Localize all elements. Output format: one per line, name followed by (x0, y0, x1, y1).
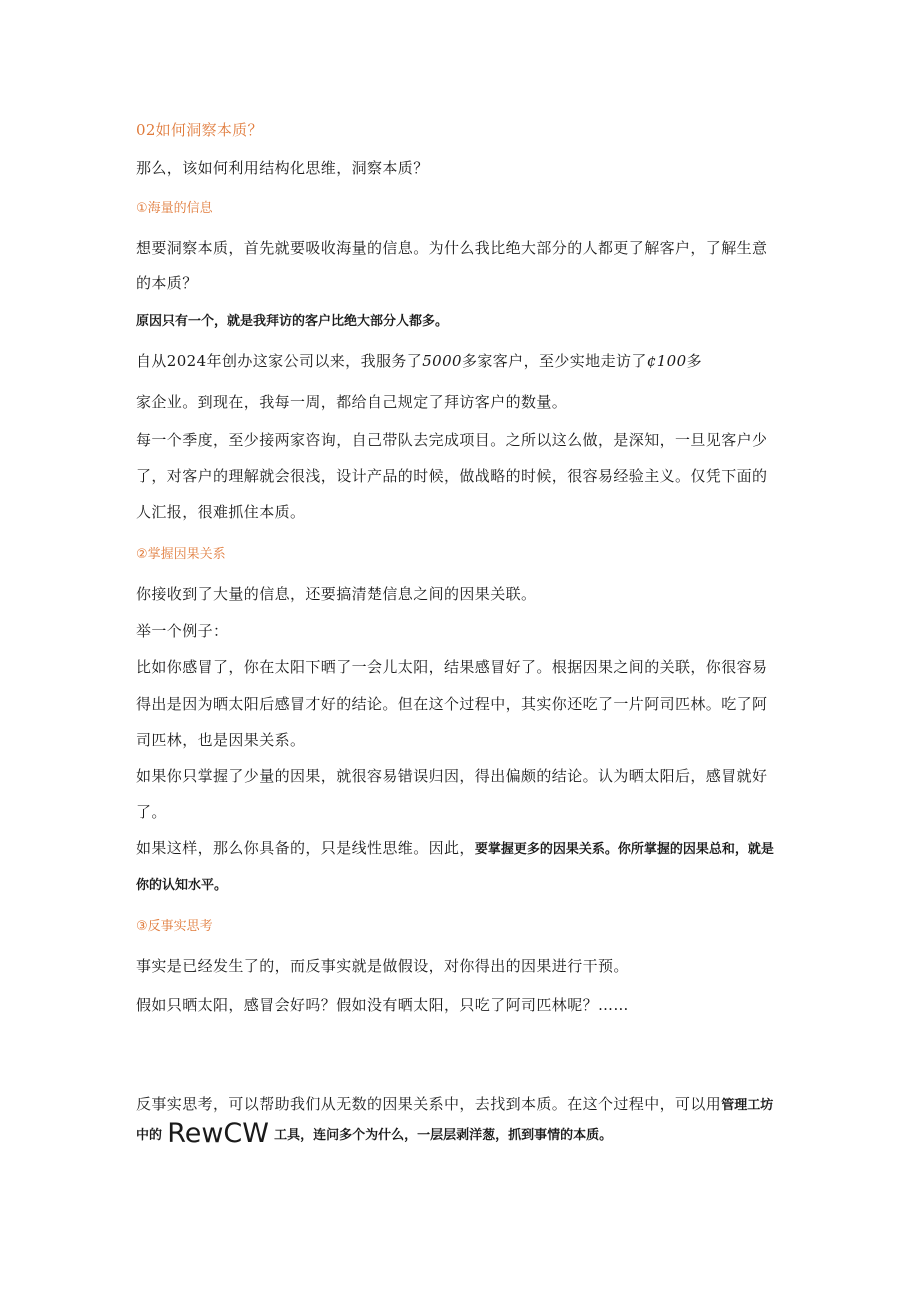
intro-question: 那么，该如何利用结构化思维，洞察本质？ (136, 159, 429, 177)
text-span: 如果这样，那么你具备的，只是线性思维。因此， (136, 839, 475, 857)
paragraph-line (136, 351, 702, 371)
paragraph-line (136, 1094, 773, 1116)
number-span: ¢100 (646, 352, 687, 370)
paragraph-line: 了，对客户的理解就会很浅，设计产品的时候，做战略的时候，很容易经验主义。仅凭下面的 (136, 467, 768, 485)
bold-statement: 原因只有一个，就是我拜访的客户比绝大部分人都多。 (136, 314, 449, 329)
paragraph-line (136, 838, 774, 860)
bold-text-span: 工具，连问多个为什么，一层层剥洋葱，抓到事情的本质。 (274, 1128, 613, 1143)
paragraph-line: 你接收到了大量的信息，还要搞清楚信息之间的因果关联。 (136, 585, 537, 603)
paragraph-line: 如果你只掌握了少量的因果，就很容易错误归因，得出偏颇的结论。认为晒太阳后，感冒就好 (136, 767, 768, 785)
tool-name: RewCW (167, 1118, 269, 1149)
paragraph-line: 事实是已经发生了的，而反事实就是做假设，对你得出的因果进行干预。 (136, 957, 629, 975)
paragraph-line: 家企业。到现在，我每一周，都给自己规定了拜访客户的数量。 (136, 393, 568, 411)
paragraph-line: 想要洞察本质，首先就要吸收海量的信息。为什么我比绝大部分的人都更了解客户，了解生意 (136, 239, 768, 257)
bold-statement: 你的认知水平。 (136, 878, 228, 893)
heading-causal-relations: ②掌握因果关系 (136, 547, 226, 562)
paragraph-line: 人汇报，很难抓住本质。 (136, 503, 306, 521)
paragraph-line (136, 1118, 613, 1149)
bold-text-span: 中的 (136, 1128, 163, 1143)
paragraph-line: 司匹林，也是因果关系。 (136, 731, 306, 749)
paragraph-line: 举一个例子： (136, 622, 229, 640)
paragraph-line: 的本质？ (136, 274, 198, 292)
number-span: 5000 (422, 352, 462, 370)
heading-counterfactual: ③反事实思考 (136, 919, 213, 934)
text-span: 反事实思考，可以帮助我们从无数的因果关系中，去找到本质。在这个过程中，可以用 (136, 1095, 722, 1113)
paragraph-line: 了。 (136, 803, 167, 821)
paragraph-line: 比如你感冒了，你在太阳下晒了一会儿太阳，结果感冒好了。根据因果之间的关联，你很容易 (136, 658, 768, 676)
section-title: 02如何洞察本质？ (136, 121, 263, 139)
paragraph-line: 假如只晒太阳，感冒会好吗？假如没有晒太阳，只吃了阿司匹林呢？…… (136, 996, 629, 1014)
text-span: 多家客户，至少实地走访了 (461, 352, 647, 370)
bold-text-span: 要掌握更多的因果关系。你所掌握的因果总和，就是 (474, 842, 774, 857)
bold-text-span: 管理工坊 (721, 1098, 774, 1113)
paragraph-line: 得出是因为晒太阳后感冒才好的结论。但在这个过程中，其实你还吃了一片阿司匹林。吃了阿 (136, 695, 768, 713)
heading-massive-information: ①海量的信息 (136, 201, 213, 216)
text-span: 自从2024年创办这家公司以来，我服务了 (136, 352, 423, 370)
text-span: 多 (686, 352, 702, 370)
paragraph-line: 每一个季度，至少接两家咨询，自己带队去完成项目。之所以这么做，是深知，一旦见客户少 (136, 431, 768, 449)
